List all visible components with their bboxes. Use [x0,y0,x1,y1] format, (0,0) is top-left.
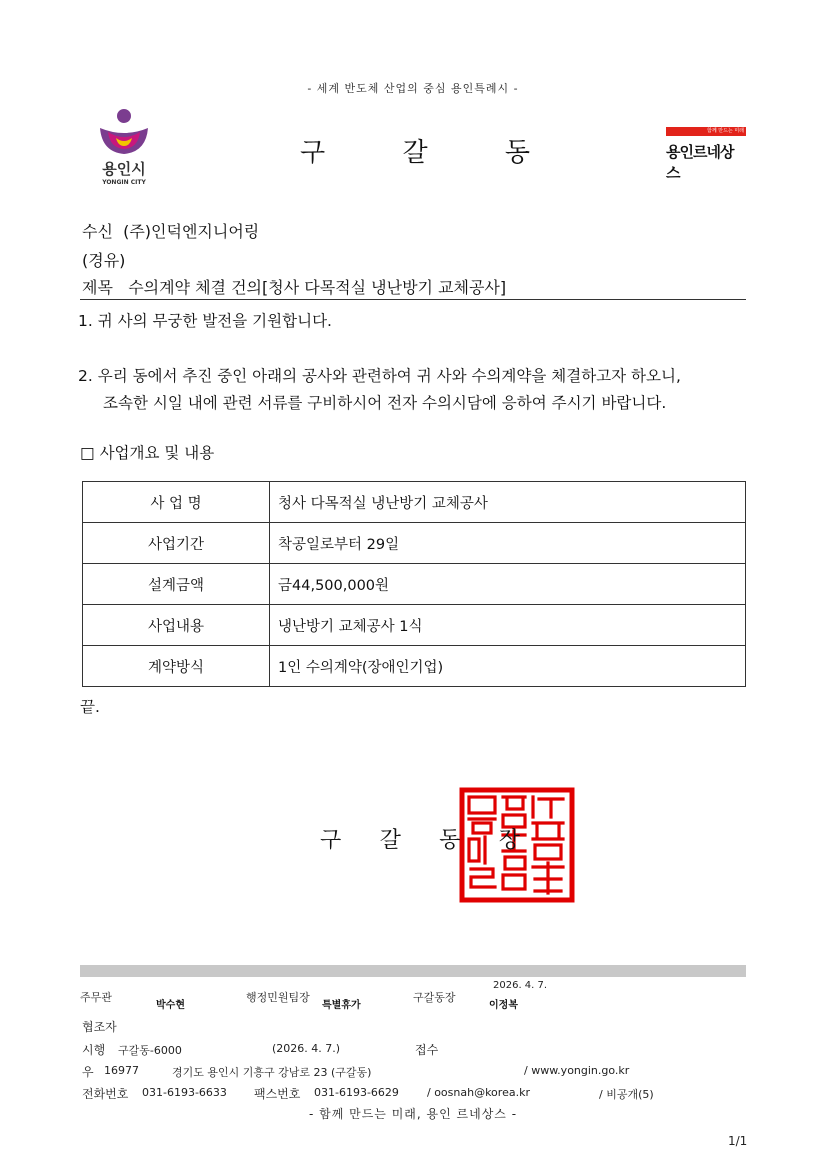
logo-right-bar: 함께 만드는 미래 [666,127,746,136]
approval-role-1: 주무관 [80,991,112,1004]
zip-code: 16977 [104,1064,139,1077]
table-row [83,523,746,564]
recipient-label: 수신 [82,222,113,241]
bottom-slogan: - 함께 만드는 미래, 용인 르네상스 - [308,1107,518,1121]
sender-char: 동 [439,828,461,853]
disclosure: / 비공개(5) [599,1088,654,1101]
table-value: 냉난방기 교체공사 1식 [270,605,746,646]
org-title [300,132,530,169]
fax-label: 팩스번호 [254,1087,301,1101]
cooperator-label: 협조자 [82,1020,117,1034]
phone-label: 전화번호 [82,1087,129,1101]
enforce-date: (2026. 4. 7.) [272,1042,341,1055]
sender-char: 갈 [379,828,401,853]
paragraph-2-line-2: 조속한 시일 내에 관련 서류를 구비하시어 전자 수의시담에 응하여 주시기 바랍니다. [103,394,667,412]
approval-name-3: 이정복 [489,1000,518,1011]
table-key: 계약방식 [83,646,270,687]
top-slogan: - 세계 반도체 산업의 중심 용인특례시 - [307,82,519,95]
table-value: 청사 다목적실 냉난방기 교체공사 [270,482,746,523]
approval-role-3: 구갈동장 [413,991,456,1004]
table-row [83,482,746,523]
table-value: 금44,500,000원 [270,564,746,605]
yongin-renaissance-logo [666,127,746,182]
fax-number: 031-6193-6629 [314,1086,399,1099]
logo-left-name: 용인시 [102,160,146,178]
sender-char: 구 [320,828,342,853]
website: / www.yongin.go.kr [524,1064,630,1077]
table-row [83,564,746,605]
phone-number: 031-6193-6633 [142,1086,227,1099]
enforce-label: 시행 [82,1043,106,1057]
table-row [83,646,746,687]
org-title-char: 구 [300,138,326,168]
recipient-value: (주)인덕엔지니어링 [123,222,260,241]
table-key: 사업내용 [83,605,270,646]
approval-divider-bar [80,965,746,977]
receipt-label: 접수 [415,1043,439,1057]
paragraph-2-line-1: 2. 우리 동에서 추진 중인 아래의 공사와 관련하여 귀 사와 수의계약을 체결하고자 하오니, [78,367,681,385]
enforce-no: 구갈동-6000 [118,1044,182,1057]
sender-signature [320,823,520,854]
via-line: (경유) [82,251,126,270]
table-key: 사업기간 [83,523,270,564]
table-value: 착공일로부터 29일 [270,523,746,564]
project-info-table [82,481,746,687]
approval-role-2: 행정민원팀장 [246,991,310,1004]
end-mark: 끝. [80,698,100,716]
approval-date: 2026. 4. 7. [493,980,548,991]
paragraph-1: 1. 귀 사의 무궁한 발전을 기원합니다. [78,312,332,330]
approval-name-1: 박수현 [156,1000,185,1011]
email: / oosnah@korea.kr [427,1086,530,1099]
table-value: 1인 수의계약(장애인기업) [270,646,746,687]
logo-left-sub: YONGIN CITY [102,179,146,186]
table-key: 설계금액 [83,564,270,605]
subject-line [82,275,506,298]
sender-char: 장 [498,828,520,853]
zip-label: 우 [82,1065,94,1079]
section-heading: □ 사업개요 및 내용 [80,444,215,462]
org-title-char: 갈 [402,138,428,168]
yongin-city-logo [94,108,154,188]
org-title-char: 동 [504,138,530,168]
recipient-line [82,219,259,242]
subject-label: 제목 [82,278,113,297]
subject-value: 수의계약 체결 건의[청사 다목적실 냉난방기 교체공사] [128,278,507,297]
page-number: 1/1 [728,1134,748,1148]
yongin-emblem-icon [94,108,154,160]
table-row [83,605,746,646]
logo-right-word: 용인르네상스 [666,143,734,182]
table-key: 사 업 명 [83,482,270,523]
address: 경기도 용인시 기흥구 강남로 23 (구갈동) [172,1066,372,1079]
approval-name-2: 특별휴가 [322,1000,361,1011]
header-divider [80,299,746,300]
